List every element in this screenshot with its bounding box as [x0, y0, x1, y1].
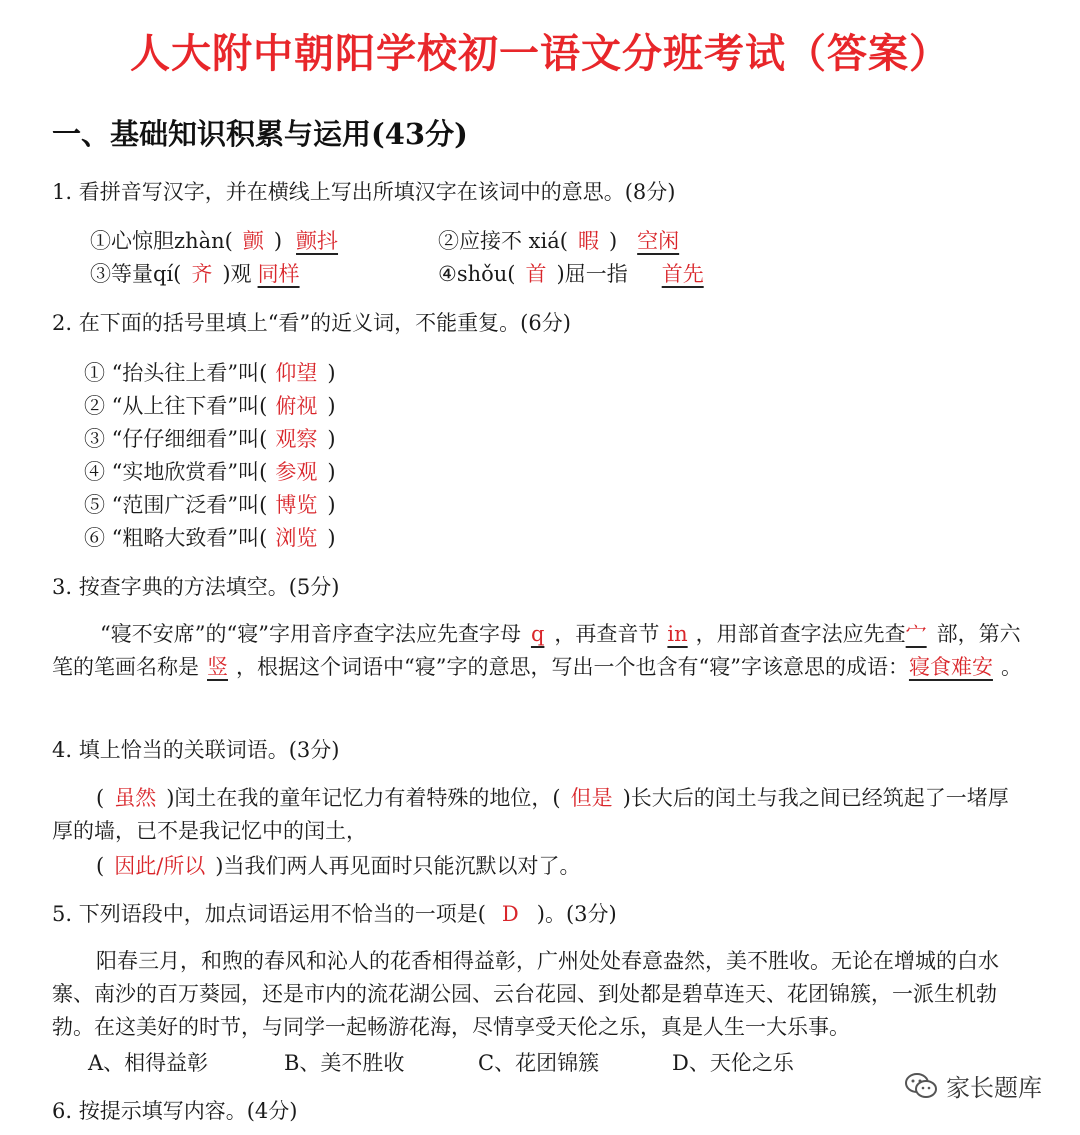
q4-paragraph: ( 虽然 )闰土在我的童年记忆力有着特殊的地位，( 但是 )长大后的闰土与我之间已经筑起了一堵厚厚的墙，已不是我记忆中的闰土，: [52, 786, 1009, 843]
answer: 齐: [191, 262, 213, 286]
answer: in: [667, 622, 688, 646]
answer: 竖: [207, 655, 228, 679]
question-3-stem: 3. 按查字典的方法填空。(5分): [52, 575, 340, 599]
q2-item: ⑤ “范围广泛看”叫( 博览 ): [84, 493, 336, 517]
answer: 浏览: [275, 526, 318, 550]
q5-option-a: A、相得益彰: [88, 1051, 209, 1075]
answer: 虽然: [114, 786, 157, 810]
watermark: [904, 1068, 1042, 1103]
answer: 宀: [905, 622, 927, 646]
question-1-stem: 1. 看拼音写汉字，并在横线上写出所填汉字在该词中的意思。(8分): [52, 180, 676, 204]
question-5-stem: 5. 下列语段中，加点词语运用不恰当的一项是( D )。(3分): [52, 902, 617, 926]
answer: D: [501, 902, 519, 926]
answer: 首先: [661, 262, 704, 286]
answer: 寝食难安: [908, 655, 993, 679]
question-4-stem: 4. 填上恰当的关联词语。(3分): [52, 738, 340, 762]
answer: 博览: [275, 493, 318, 517]
answer: 同样: [257, 262, 300, 286]
answer: 仰望: [275, 361, 318, 385]
q1-item-1: ①心惊胆zhàn( 颤 ) 颤抖: [90, 229, 339, 253]
answer: 俯视: [275, 394, 318, 418]
q5-paragraph: 阳春三月，和煦的春风和沁人的花香相得益彰，广州处处春意盎然，美不胜收。无论在增城的白水寨、南沙的百万葵园，还是市内的流花湖公园、云台花园、到处都是碧草连天、花团锦簇，一派生机勃勃。在这美好的时节，与同学一起畅游花海，尽情享受天伦之乐，真是人生一大乐事。: [52, 949, 999, 1039]
watermark-text: 家长题库: [946, 1074, 1042, 1102]
answer: 暇: [577, 229, 599, 253]
answer: 但是: [570, 786, 613, 810]
q5-option-c: C、花团锦簇: [478, 1051, 600, 1075]
answer: 因此/所以: [114, 854, 206, 878]
q2-item: ③ “仔仔细细看”叫( 观察 ): [84, 427, 336, 451]
answer: 观察: [275, 427, 318, 451]
q1-item-4: ④shǒu( 首 )屈一指 首先: [438, 262, 704, 286]
q5-option-b: B、美不胜收: [284, 1051, 405, 1075]
question-6-stem: 6. 按提示填写内容。(4分): [52, 1099, 298, 1123]
section-heading: 一、基础知识积累与运用(43分): [52, 117, 468, 151]
answer: 颤: [242, 229, 264, 253]
q1-item-3: ③等量qí( 齐 )观 同样: [90, 262, 300, 286]
answer: 参观: [275, 460, 318, 484]
page-title: 人大附中朝阳学校初一语文分班考试（答案）: [130, 30, 950, 77]
q5-option-d: D、天伦之乐: [672, 1051, 794, 1075]
q1-item-2: ②应接不 xiá( 暇 ) 空闲: [438, 229, 680, 253]
q2-item: ⑥ “粗略大致看”叫( 浏览 ): [84, 526, 336, 550]
q3-paragraph: “寝不安席”的“寝”字用音序查字法应先查字母 q ，再查音节 in ，用部首查字法应先查宀 部，第六笔的笔画名称是 竖 ，根据这个词语中“寝”字的意思，写出一个也含有“寝”字该意思的成语：寝食难安 。: [52, 622, 1022, 679]
q4-line-2: ( 因此/所以 )当我们两人再见面时只能沉默以对了。: [96, 854, 581, 878]
q2-item: ④ “实地欣赏看”叫( 参观 ): [84, 460, 336, 484]
wechat-icon: [904, 1072, 938, 1100]
question-2-stem: 2. 在下面的括号里填上“看”的近义词，不能重复。(6分): [52, 311, 571, 335]
q2-item: ① “抬头往上看”叫( 仰望 ): [84, 361, 336, 385]
q2-item: ② “从上往下看”叫( 俯视 ): [84, 394, 336, 418]
answer: q: [530, 622, 545, 646]
answer: 首: [525, 262, 547, 286]
answer: 颤抖: [296, 229, 339, 253]
answer: 空闲: [637, 229, 680, 253]
